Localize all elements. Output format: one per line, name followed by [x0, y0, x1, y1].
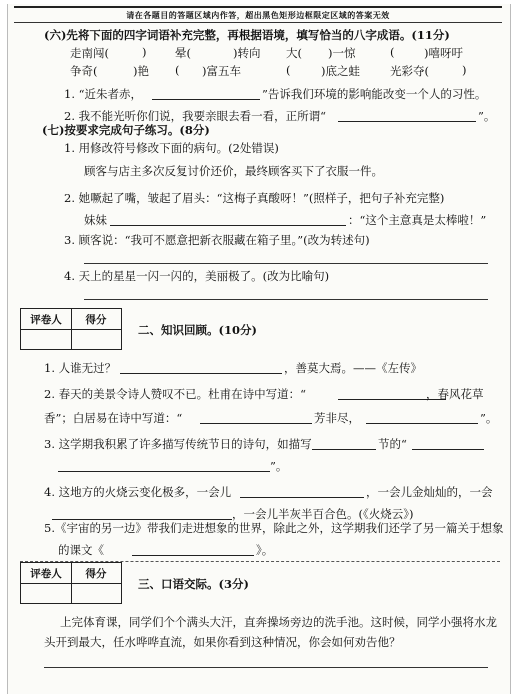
idiom-8-post: ): [462, 63, 467, 77]
part7-q3: 3. 顾客说：“我可不愿意把新衣服藏在箱子里。”(改为转述句): [64, 233, 370, 247]
idiom-1-pre: 走南闯(: [70, 46, 109, 60]
idiom-2-post: )转向: [233, 46, 261, 60]
part7-q3-answer-line[interactable]: [84, 262, 488, 264]
section2-q3-mid: 节的“: [378, 437, 407, 451]
section2-q4-mid: ，一会儿金灿灿的，一会: [366, 485, 493, 499]
idiom-3-post: )一惊: [328, 46, 356, 60]
reviewer-label: 评卷人: [30, 568, 62, 580]
section2-title: 二、知识回顾。(10分): [138, 323, 257, 337]
section2-score-box: [20, 308, 122, 350]
part6-q1-answer-blank[interactable]: [152, 98, 260, 100]
section2-q4-start: 4. 这地方的火烧云变化极多，一会儿: [44, 485, 232, 499]
section2-q5-line1: 5.《宇宙的另一边》带我们走进想象的世界，除此之外，这学期我们还学了另一篇关于想象: [44, 521, 504, 535]
idiom-5-post: )艳: [133, 64, 149, 78]
part7-q2: 2. 她噘起了嘴，皱起了眉头：“这梅子真酸呀！”(照样子，把句子补充完整): [64, 191, 445, 205]
part7-q1: 1. 用修改符号修改下面的病句。(2处错误): [64, 141, 279, 155]
part7-q2-answer-blank[interactable]: [110, 224, 346, 226]
idiom-5-pre: 争奇(: [70, 64, 98, 78]
section2-q3-end: ”。: [270, 459, 288, 473]
idiom-4-pre: (: [390, 45, 395, 59]
section2-q1-end: ，善莫大焉。——《左传》: [284, 361, 422, 375]
idiom-8-pre: 光彩夺(: [390, 64, 429, 78]
idiom-3-pre: 大(: [286, 46, 302, 60]
part7-q4: 4. 天上的星星一闪一闪的，美丽极了。(改为比喻句): [64, 269, 330, 283]
section3-title: 三、口语交际。(3分): [138, 577, 249, 591]
part6-q2-answer-blank[interactable]: [338, 120, 476, 122]
part7-q4-answer-line[interactable]: [84, 298, 488, 300]
section2-q3-poem-blank-2[interactable]: [58, 470, 270, 472]
section2-q2-line2-end: ”。: [480, 411, 498, 425]
section2-q1-answer-blank[interactable]: [120, 372, 282, 374]
section2-q5-line2-end: 》。: [256, 543, 274, 557]
part7-q1-sentence: 顾客与店主多次反复讨价还价，最终顾客买下了衣服一件。: [84, 164, 383, 178]
section2-q2-line2-start: 香”；白居易在诗中写道：“: [44, 411, 183, 425]
score-label: 得分: [85, 314, 107, 326]
part6-title: (六)先将下面的四字词语补充完整，再根据语境，填写恰当的八字成语。(11分): [44, 28, 450, 42]
idiom-6-post: )富五车: [202, 64, 241, 78]
answer-area-notice: 请在各题目的答题区域内作答，超出黑色矩形边框限定区域的答案无效: [14, 6, 502, 23]
section2-q2-blank-2[interactable]: [200, 422, 312, 424]
section2-q5-answer-blank[interactable]: [132, 554, 254, 556]
idiom-4-post: )嘻呀吁: [424, 46, 463, 60]
part6-q1-end: ”告诉我们环境的影响能改变一个人的习性。: [262, 87, 487, 101]
section3-paragraph-line1: 上完体育课，同学们个个满头大汗，直奔操场旁边的洗手池。这时候，同学小强将水龙: [60, 615, 497, 629]
idiom-6-pre: (: [175, 63, 180, 77]
idiom-7-post: )底之蛙: [321, 64, 360, 78]
section2-q3-start: 3. 这学期我积累了许多描写传统节日的诗句，如描写: [44, 437, 312, 451]
reviewer-label: 评卷人: [30, 314, 62, 326]
part7-q2-suffix: ：“这个主意真是太棒啦！”: [348, 213, 487, 227]
idiom-2-pre: 晕(: [175, 46, 191, 60]
score-label: 得分: [85, 568, 107, 580]
section2-q5-line2-start: 的课文《: [58, 543, 104, 557]
idiom-1-post: ): [142, 45, 147, 59]
section2-q3-poem-blank-1[interactable]: [412, 448, 484, 450]
section2-q4-blank-1[interactable]: [240, 496, 364, 498]
section2-q1-start: 1. 人谁无过？: [44, 361, 117, 375]
part7-q2-prefix: 妹妹: [84, 213, 107, 227]
part7-title: (七)按要求完成句子练习。(8分): [42, 123, 210, 137]
section3-answer-line[interactable]: [44, 666, 488, 668]
section3-paragraph-line2: 头开到最大，任水哗哗直流，如果你看到这种情况，你会如何劝告他？: [44, 635, 401, 649]
section2-q2-blank-3[interactable]: [366, 422, 478, 424]
part6-q2-end: ”。: [478, 109, 496, 123]
section2-q4-end: ，一会儿半灰半百合色。(《火烧云》): [232, 507, 414, 521]
section2-q2-line1-start: 2. 春天的美景令诗人赞叹不已。杜甫在诗中写道：“: [44, 387, 307, 401]
section2-q3-festival-blank[interactable]: [312, 448, 376, 450]
section3-score-box: [20, 562, 122, 604]
part6-q1-start: 1. “近朱者赤，: [64, 87, 143, 101]
section2-q2-line1-end: ，春风花草: [426, 387, 484, 401]
section2-q2-line2-mid: 芳非尽，: [314, 411, 360, 425]
part6-q2-start: 2. 我不能光听你们说，我要亲眼去看一看，正所谓“: [64, 109, 327, 123]
idiom-7-pre: (: [286, 63, 291, 77]
